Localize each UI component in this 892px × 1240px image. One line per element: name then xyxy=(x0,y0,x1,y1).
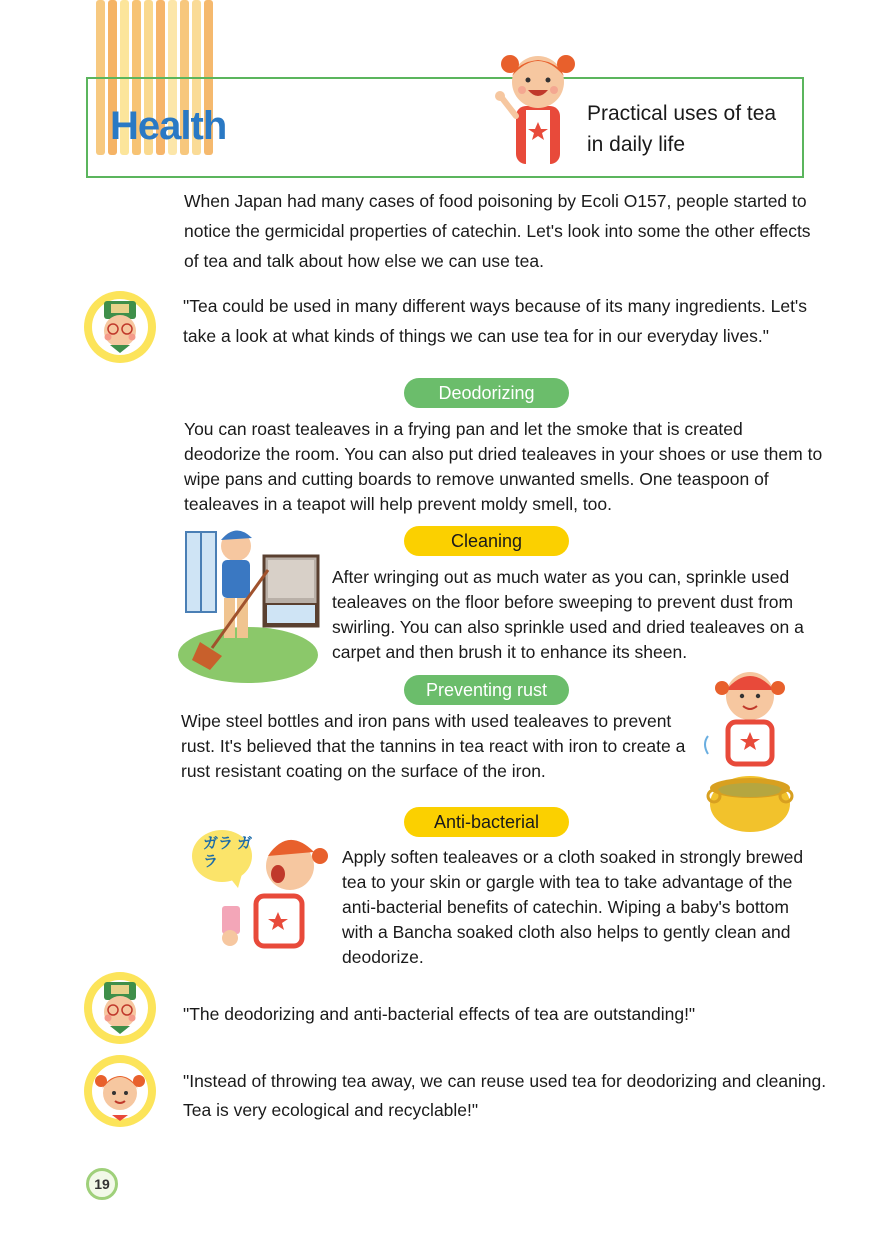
girl-with-pot-illustration xyxy=(700,664,800,834)
deodorizing-text: You can roast tealeaves in a frying pan and let the smoke that is created deodorize the room. You can also put dried tealeaves in your shoes or use them to wipe pans and cutting boards to remove unwanted smells. One teaspoon of tealeaves in a teapot will help prevent moldy smell, too. xyxy=(184,419,823,514)
sweeping-boy-illustration xyxy=(178,520,328,685)
deodorizing-label: Deodorizing xyxy=(404,378,569,408)
intro-paragraph: When Japan had many cases of food poisoning by Ecoli O157, people started to notice the germicidal properties of catechin. Let's look into some the other effects of tea and talk about how else we can use tea. xyxy=(184,191,811,271)
anti-bacterial-text: Apply soften tealeaves or a cloth soaked in strongly brewed tea to your skin or gargle with tea to take advantage of the anti-bacterial benefits of catechin. Wiping a baby's bottom with a Bancha soaked cloth also helps to gently clean and deodorize. xyxy=(342,847,804,967)
gargle-sound-bubble: ガラ ガラ xyxy=(203,835,253,870)
reuse-quote: "Instead of throwing tea away, we can reuse used tea for deodorizing and cleaning. Tea is very ecological and recyclable!" xyxy=(183,1071,827,1120)
girl-pointing-illustration xyxy=(488,46,584,164)
anti-bacterial-label: Anti-bacterial xyxy=(404,807,569,837)
old-man-portrait xyxy=(84,291,156,363)
intro-quote: "Tea could be used in many different ways because of its many ingredients. Let's take a look at what kinds of things we can use tea for in our everyday lives." xyxy=(183,296,808,346)
page-number: 19 xyxy=(86,1168,118,1200)
old-man-portrait-2 xyxy=(84,972,156,1044)
cleaning-label: Cleaning xyxy=(404,526,569,556)
subtitle-line-2: in daily life xyxy=(587,133,686,156)
section-title: Health xyxy=(110,104,227,148)
preventing-rust-label: Preventing rust xyxy=(404,675,569,705)
cleaning-text: After wringing out as much water as you can, sprinkle used tealeaves on the floor before sweeping to prevent dust from swirling. You can also sprinkle used and dried tealeaves on a carpet and then brush it to enhance its sheen. xyxy=(332,567,804,662)
subtitle-line-1: Practical uses of tea xyxy=(587,102,777,125)
outstanding-quote: "The deodorizing and anti-bacterial effects of tea are outstanding!" xyxy=(183,1004,696,1024)
page-subtitle xyxy=(587,98,797,160)
girl-portrait xyxy=(84,1055,156,1127)
preventing-rust-text: Wipe steel bottles and iron pans with used tealeaves to prevent rust. It's believed that the tannins in tea react with iron to create a rust resistant coating on the surface of the iron. xyxy=(181,711,686,781)
